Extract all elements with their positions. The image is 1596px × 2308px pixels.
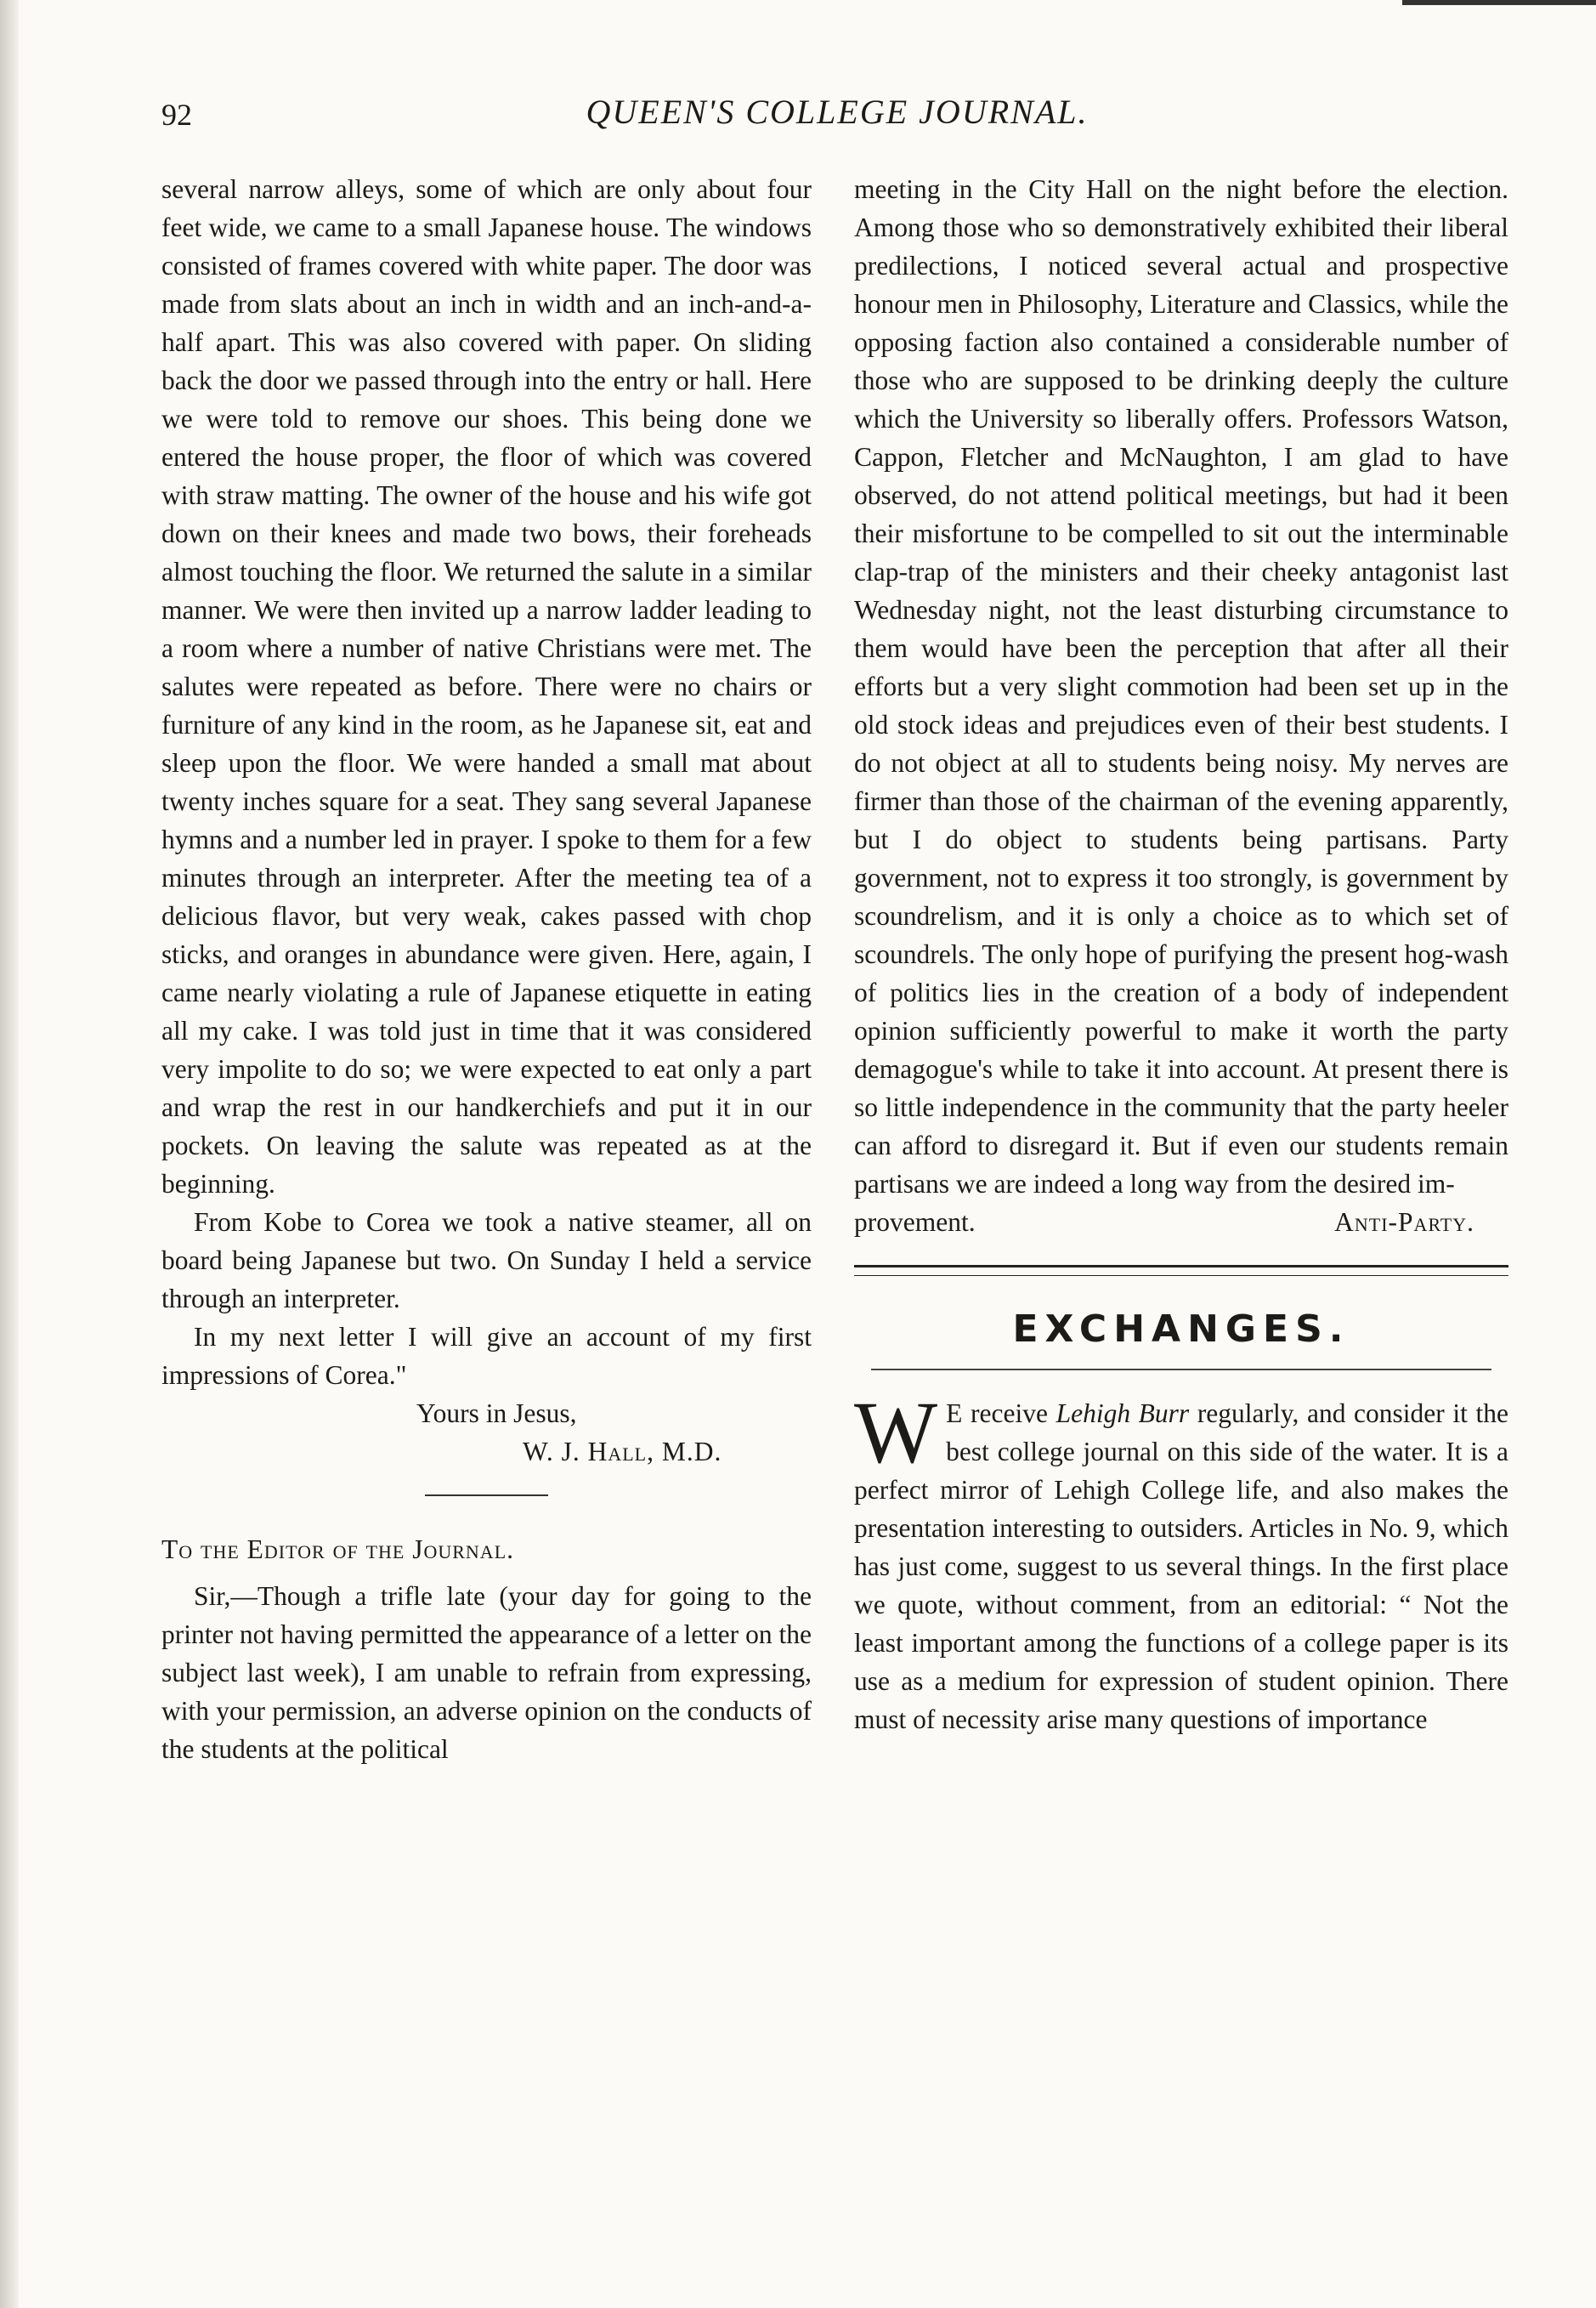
letter-last-word: provement.: [854, 1207, 976, 1237]
section-divider: [425, 1494, 548, 1496]
journal-title: QUEEN'S COLLEGE JOURNAL.: [586, 93, 1089, 131]
editor-salutation-text: To the Editor of the Journal.: [161, 1534, 515, 1564]
exchanges-text-start: E receive: [946, 1398, 1056, 1428]
letter-paragraph: From Kobe to Corea we took a native steamer, all on board being Japanese but two. On Sunday I held a service through an interpreter.: [161, 1207, 812, 1313]
letter-paragraph: several narrow alleys, some of which are only about four feet wide, we came to a small Japanese house. The windows consisted of frames covered with white paper. The door was made from slats about an inch in width and an inch-and-a-half apart. This was also covered with paper. On sliding back the door we passed through into the entry or hall. Here we were told to remove our shoes. This being done we entered the house proper, the floor of which was covered with straw matting. The owner of the house and his wife got down on their knees and made two bows, their foreheads almost touching the floor. We returned the salute in a similar manner. We were then invited up a narrow ladder leading to a room where a number of native Christians were met. The salutes were repeated as before. There were no chairs or furniture of any kind in the room, as he Japanese sit, eat and sleep upon the floor. We were handed a small mat about twenty inches square for a seat. They sang several Japanese hymns and a number led in prayer. I spoke to them for a few minutes through an interpreter. After the meeting tea of a delicious flavor, but very weak, cakes passed with chop sticks, and oranges in abundance were given. Here, again, I came nearly violating a rule of Japanese etiquette in eating all my cake. I was told just in time that it was considered very impolite to do so; we were expected to eat only a part and wrap the rest in our handkerchiefs and put it in our pockets. On leaving the salute was repeated as at the beginning.: [161, 174, 812, 1199]
page-header: [161, 92, 1513, 143]
letter-paragraph: meeting in the City Hall on the night before the election. Among those who so demonstratively exhibited their liberal predilections, I noticed several actual and prospective honour men in Philosophy, Literature and Classics, while the opposing faction also contained a considerable number of those who are supposed to be drinking deeply the culture which the University so liberally offers. Professors Watson, Cappon, Fletcher and McNaughton, I am glad to have observed, do not attend political meetings, but had it been their misfortune to be compelled to sit out the interminable clap-trap of the ministers and their cheeky antagonist last Wednesday night, not the least disturbing circumstance to them would have been the perception that after all their efforts but a very slight commotion had been set up in the old stock ideas and prejudices even of their best students. I do not object at all to students being noisy. My nerves are firmer than those of the chairman of the evening apparently, but I do object to students being partisans. Party government, not to express it too strongly, is government by scoundrelism, and it is only a choice as to which set of scoundrels. The only hope of purifying the present hog-wash of politics lies in the creation of a body of independent opinion sufficiently powerful to make it worth the party demagogue's while to take it into account. At present there is so little independence in the community that the party heeler can afford to disregard it. But if even our students remain partisans we are indeed a long way from the desired im-: [854, 174, 1508, 1199]
left-column: [161, 170, 812, 1768]
heading-underline: [871, 1369, 1491, 1370]
publication-title: Lehigh Burr: [1056, 1398, 1190, 1428]
double-rule-divider: [854, 1265, 1508, 1276]
page-binding-edge: [0, 0, 19, 2308]
letter-signature: W. J. Hall, M.D.: [523, 1437, 722, 1466]
letter-closing: Yours in Jesus,: [416, 1398, 577, 1428]
page-number: 92: [161, 98, 192, 132]
letter-paragraph: In my next letter I will give an account of my first impressions of Corea.": [161, 1322, 812, 1390]
drop-cap: W: [854, 1383, 938, 1482]
top-edge-rule: [1402, 0, 1596, 5]
letter-signoff: [854, 1203, 1508, 1241]
exchanges-paragraph: [854, 1383, 1508, 1738]
section-heading-exchanges: EXCHANGES.: [1012, 1307, 1350, 1351]
editor-salutation: [161, 1530, 812, 1568]
letter-signer: Anti-Party.: [1334, 1207, 1474, 1237]
exchanges-text-rest: regularly, and consider it the best college journal on this side of the water. It is a perfect mirror of Lehigh College life, and also makes the presentation interesting to outsiders. Articles in No. 9, which has just come, suggest to us several things. In the first place we quote, without comment, from an editorial: “ Not the least important among the functions of a college paper is its use as a medium for expression of student opinion. There must of necessity arise many questions of importance: [854, 1398, 1508, 1734]
right-column: [854, 170, 1508, 1738]
letter-paragraph: Sir,—Though a trifle late (your day for going to the printer not having permitted the appearance of a letter on the subject last week), I am unable to refrain from expressing, with your permission, an adverse opinion on the conducts of the students at the political: [161, 1581, 812, 1764]
